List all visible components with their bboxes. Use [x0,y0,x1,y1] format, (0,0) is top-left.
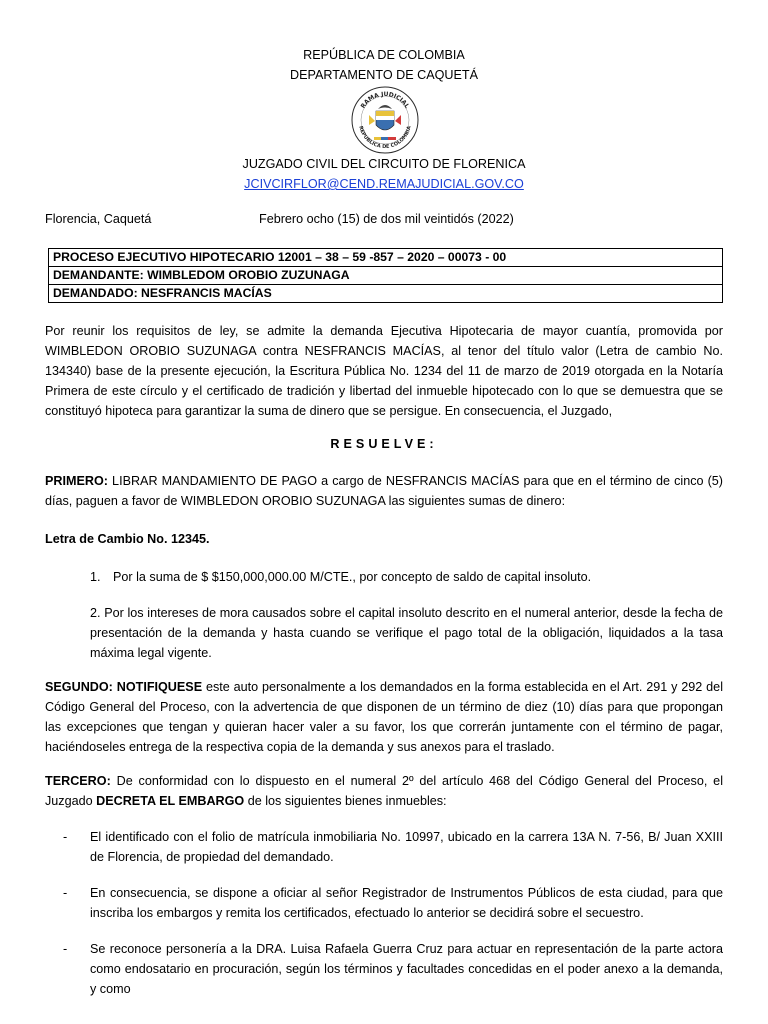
court-name: JUZGADO CIVIL DEL CIRCUITO DE FLORENICA [242,157,526,171]
court-email[interactable] [45,174,723,194]
segundo-paragraph [45,677,723,757]
bullet-dash: - [63,942,68,956]
letra-de-cambio: Letra de Cambio No. 12345. [45,532,210,546]
segundo-text: este auto personalmente a los demandados en la forma establecida en el Art. 291 y 292 del Código General del Proceso, con la advertencia de que disponen de un término de diez (10) días para que propongan las excepciones que tengan y quieran hacer valer a su favor, los que correrán juntamente con el término de pagar, haciéndoseles entrega de la respectiva copia de la demanda y sus anexos para el traslado. [45,680,723,754]
seal-bottom-text: REPUBLICA DE COLOMBIA [357,125,413,151]
dateline-city: Florencia, Caquetá [45,212,152,226]
header-country: REPÚBLICA DE COLOMBIA [303,48,465,62]
item-1-text: Por la suma de $ $150,000,000.00 M/CTE., por concepto de saldo de capital insoluto. [113,570,592,584]
case-table-row [49,249,723,267]
dateline-date: Febrero ocho (15) de dos mil veintidós (2022) [259,212,514,226]
resuelve-heading: RESUELVE: [330,437,438,451]
tercero-decreta: DECRETA EL EMBARGO [96,794,245,808]
item-1-number: 1. [90,570,101,584]
bullet-text: Se reconoce personería a la DRA. Luisa Rafaela Guerra Cruz para actuar en representación de la parte actora como endosatario en procuración, según los términos y facultades concedidas en el poder anexo a la demanda, y como [90,942,723,996]
item-2-text: 2. Por los intereses de mora causados sobre el capital insoluto descrito en el numeral anterior, desde la fecha de presentación de la demanda y hasta cuando se verifique el pago total de la obligación, liquidados a la tasa máxima legal vigente. [90,606,723,660]
bullet-text: En consecuencia, se dispone a oficiar al señor Registrador de Instrumentos Públicos de esta ciudad, para que inscriba los embargos y remita los certificados, efectuado lo anterior se decidirá sobre el secuestro. [90,886,723,920]
intro-paragraph: Por reunir los requisitos de ley, se admite la demanda Ejecutiva Hipotecaria de mayor cuantía, promovida por WIMBLEDON OROBIO SUZUNAGA contra NESFRANCIS MACÍAS, al tenor del título valor (Letra de cambio No. 134340) base de la presente ejecución, la Escritura Pública No. 1234 del 11 de marzo de 2019 otorgada en la Notaría Primera de este círculo y el certificado de tradición y libertad del inmueble hipotecado con lo que se demuestra que se constituyó hipoteca para garantizar la suma de dinero que se persigue. En consecuencia, el Juzgado, [45,324,723,418]
tercero-text-2: de los siguientes bienes inmuebles: [244,794,447,808]
rama-judicial-seal [350,85,420,155]
primero-paragraph [45,471,723,511]
case-table [48,248,723,303]
case-plaintiff: DEMANDANTE: WIMBLEDOM OROBIO ZUZUNAGA [49,267,723,285]
bullet-dash: - [63,830,68,844]
case-defendant: DEMANDADO: NESFRANCIS MACÍAS [49,285,723,303]
document-page [45,0,723,1024]
case-process: PROCESO EJECUTIVO HIPOTECARIO 12001 – 38 – 59 -857 – 2020 – 00073 - 00 [49,249,723,267]
court-email-link[interactable]: JCIVCIRFLOR@CEND.REMAJUDICIAL.GOV.CO [244,177,524,191]
tercero-label: TERCERO: [45,774,111,788]
primero-label: PRIMERO: [45,474,108,488]
tercero-paragraph [45,771,723,811]
case-table-row [49,267,723,285]
bullet-text: El identificado con el folio de matrícula inmobiliaria No. 10997, ubicado en la carrera 13A N. 7-56, B/ Juan XXIII de Florencia, de propiedad del demandado. [90,830,723,864]
header-department: DEPARTAMENTO DE CAQUETÁ [289,68,478,82]
primero-text: LIBRAR MANDAMIENTO DE PAGO a cargo de NESFRANCIS MACÍAS para que en el término de cinco (5) días, paguen a favor de WIMBLEDON OROBIO SUZUNAGA las siguientes sumas de dinero: [45,474,723,508]
tercero-text-1: De conformidad con lo dispuesto en el numeral 2º del artículo 468 del Código General del Proceso, el Juzgado [45,774,723,808]
segundo-label: SEGUNDO: NOTIFIQUESE [45,680,203,694]
seal-top-text: RAMA JUDICIAL [359,90,411,110]
bullet-dash: - [63,886,68,900]
case-table-row [49,285,723,303]
